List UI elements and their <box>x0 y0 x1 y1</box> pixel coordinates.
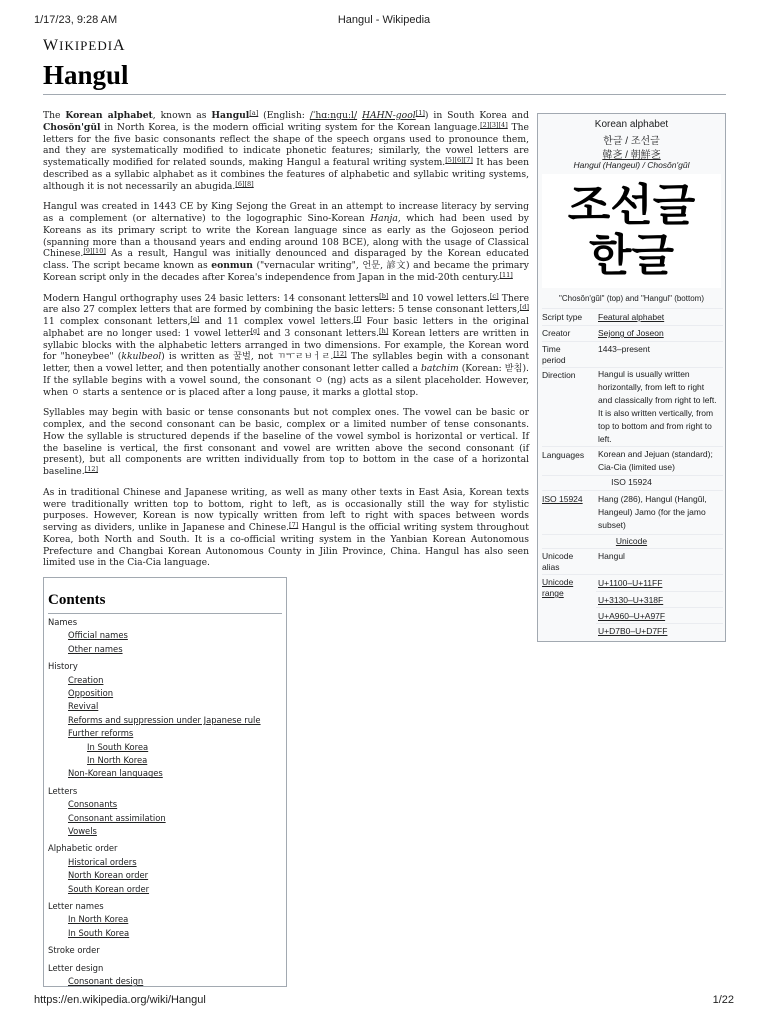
table-of-contents <box>43 577 287 987</box>
infobox-value-time-period: 1443–present <box>598 344 650 354</box>
print-url: https://en.wikipedia.org/wiki/Hangul <box>34 994 206 1006</box>
footnote-ref[interactable]: [2][3][4] <box>480 120 508 129</box>
infobox-divider <box>542 446 723 447</box>
infobox-subtitle: Hangul (Hangeul) / Chosŏn'gŭl <box>573 160 690 170</box>
infobox-value-unicode-range-3[interactable]: U+A960–U+A97F <box>598 611 666 621</box>
wikipedia-wordmark[interactable] <box>43 37 126 55</box>
toc-item[interactable]: South Korean order <box>68 883 150 894</box>
toc-item[interactable]: Consonant assimilation <box>68 812 166 823</box>
infobox-value-script-type[interactable]: Featural alphabet <box>598 312 665 322</box>
toc-item[interactable]: Consonants <box>68 799 118 810</box>
text: Syllables may begin with basic or tense consonants but not complex ones. The vowel can be basic or complex, and the second consonant can be basic, complex or a limited number of tense consonants. How the syllable is structured depends if the baseline of the vowel symbol is horizontal or vertical. If the baseline is vertical, the first consonant and vowel are written above the second consonant (if present), but all components are written individually from top to bottom in the case of a horizontal baseline. <box>43 407 529 477</box>
text: As a result, Hangul was initially denounced and disparaged by the Korean educated class. The script became known as <box>43 248 529 271</box>
italic-term: Hanja <box>370 213 398 224</box>
text: ("vernacular writing", 언문, 諺文) and became the primary Korean script only in the decades after Korea's independence from Japan in the mid-20th century. <box>43 260 529 283</box>
italic-term: kkulbeol <box>121 351 162 363</box>
footnote-ref[interactable]: [c] <box>489 291 499 300</box>
paragraph-history <box>43 201 529 283</box>
text: and 11 complex vowel letters. <box>199 316 354 327</box>
infobox-value-unicode-alias: Hangul <box>598 551 625 561</box>
print-page-title: Hangul - Wikipedia <box>337 14 431 26</box>
text: The letters for the five basic consonants reflect the shape of the speech organs used to pronounce them, and they are systematically modified to indicate phonetic features; similarly, the vowel letters are systematically modified for related sounds, making Hangul a featural writing system. <box>43 121 529 168</box>
footnote-ref[interactable]: [7] <box>289 521 299 529</box>
toc-item[interactable]: Official names <box>68 630 128 641</box>
text: The syllables begin with a consonant letter, then a vowel letter, and then potentially another consonant letter called a <box>43 351 530 374</box>
pronunciation-link[interactable]: HAHN-gool <box>362 110 416 121</box>
print-datetime: 1/17/23, 9:28 AM <box>34 14 118 26</box>
footnote-ref[interactable]: [h] <box>379 326 389 335</box>
infobox-caption: "Chosŏn'gŭl" (top) and "Hangul" (bottom) <box>559 294 704 303</box>
text: ) in South Korea and <box>424 110 529 121</box>
infobox-label-creator: Creator <box>542 328 571 338</box>
infobox-value-unicode-range-4[interactable]: U+D7B0–U+D7FF <box>598 626 668 636</box>
toc-item[interactable]: Letters <box>48 785 78 796</box>
footnote-ref[interactable]: [f] <box>353 315 362 323</box>
infobox-value-creator[interactable]: Sejong of Joseon <box>598 328 664 338</box>
toc-item[interactable]: Non-Korean languages <box>68 768 163 779</box>
infobox-title: Korean alphabet <box>594 119 669 130</box>
infobox-label-iso[interactable]: ISO 15924 <box>542 494 583 504</box>
toc-item[interactable]: In North Korea <box>87 755 148 765</box>
image-text-choson-gul: 조선글 <box>567 180 696 231</box>
bold-term: Korean alphabet <box>65 110 153 121</box>
infobox-native-name: 한글 / 조선글 <box>603 136 660 147</box>
infobox-header-unicode[interactable]: Unicode <box>615 536 648 546</box>
infobox-hanja[interactable]: 韓㐎 / 朝鮮㐎 <box>602 150 661 161</box>
infobox-divider <box>542 534 723 535</box>
infobox-label-script-type: Script type <box>542 312 583 322</box>
text: (English: <box>258 110 310 121</box>
text: , known as <box>152 110 212 121</box>
infobox-divider <box>542 341 723 342</box>
toc-divider <box>48 613 282 614</box>
infobox-value-direction: Hangul is usually written horizontally, from left to right and classically from right to left. It is also written vertically, from top to bottom and from right to left. <box>598 369 717 444</box>
infobox-label-languages: Languages <box>542 450 585 460</box>
infobox-divider <box>542 490 723 491</box>
infobox-divider <box>596 591 723 592</box>
footnote-ref[interactable]: [6][8] <box>235 179 254 188</box>
footnote-ref[interactable]: [g] <box>250 326 260 335</box>
infobox-divider <box>542 325 723 326</box>
toc-item[interactable]: In South Korea <box>68 927 130 938</box>
toc-item[interactable]: Vowels <box>68 826 97 836</box>
toc-title: Contents <box>48 592 106 608</box>
infobox-divider <box>596 607 723 608</box>
infobox-value-iso: Hang (286), Hangul (Hangŭl, Hangeul) Jamo (for the jamo subset) <box>598 494 707 530</box>
toc-item[interactable]: Stroke order <box>48 945 100 956</box>
infobox-divider <box>542 548 723 549</box>
wordmark-last: A <box>113 37 126 54</box>
text: Hangul is the official writing system throughout Korea, both North and South. It is a co-official writing system in the Yanbian Korean Autonomous Prefecture and Changbai Korean Autonomous County in Jilin Province, China. Hangul has also seen limited use in the Cia-Cia language. <box>43 522 529 569</box>
text: Four basic letters in the original alphabet are no longer used: 1 vowel letter <box>43 316 529 339</box>
infobox-label-direction: Direction <box>542 370 576 380</box>
bold-term: eonmun <box>211 260 253 271</box>
text: (Korean: 받침). If the syllable begins with a vowel sound, the consonant ㅇ (ng) acts as a silent placeholder. However, when ㅇ starts a sentence or is placed after a long pause, it marks a glottal stop. <box>43 363 529 398</box>
text: Hangul was created in 1443 CE by King Sejong the Great in an attempt to increase literacy by serving as a complement (or alternative) to the logographic Sino-Korean <box>43 201 529 224</box>
footnote-ref[interactable]: [a] <box>249 109 259 117</box>
footnote-ref[interactable]: [d] <box>519 303 529 312</box>
toc-item[interactable]: Reforms and suppression under Japanese rule <box>68 714 261 725</box>
paragraph-direction <box>43 487 529 569</box>
infobox-label-unicode-alias: Unicode alias <box>542 551 574 572</box>
italic-term: batchim <box>420 363 459 374</box>
toc-item[interactable]: Historical orders <box>68 856 137 867</box>
footnote-ref[interactable]: [12] <box>333 350 347 359</box>
infobox-header-iso: ISO 15924 <box>611 477 652 487</box>
toc-item[interactable]: Consonant design <box>68 976 144 986</box>
toc-item[interactable]: History <box>48 661 78 672</box>
image-text-hangul: 한글 <box>588 230 674 281</box>
footnote-ref[interactable]: [9][10] <box>83 247 106 256</box>
text: There are also 27 complex letters that are formed by combining the basic letters: 5 tense consonant letters, <box>43 292 530 316</box>
text: It has been described as a syllabic alphabet as it combines the features of alphabetic and syllabic writing systems, although it is not necessarily an abugida. <box>43 157 529 192</box>
footnote-ref[interactable]: [11] <box>499 270 513 279</box>
toc-item[interactable]: Creation <box>68 674 104 685</box>
infobox-divider <box>596 623 723 624</box>
toc-item[interactable]: Names <box>48 617 78 627</box>
toc-item[interactable]: In South Korea <box>87 741 149 752</box>
page-title: Hangul <box>43 60 129 90</box>
text: As in traditional Chinese and Japanese writing, as well as many other texts in East Asia, Korean texts were traditionally written top to bottom, right to left, as is occasionally still the way for stylistic purposes. However, Korean is now typically written from left to right with spaces between words serving as dividers, unlike in Japanese and Chinese. <box>43 486 529 533</box>
toc-item[interactable]: Opposition <box>68 688 114 698</box>
article-body <box>43 110 529 578</box>
infobox-divider <box>542 574 723 575</box>
footnote-ref[interactable]: [1] <box>415 109 425 117</box>
wordmark-first: W <box>43 37 60 54</box>
text: , which had been used by Koreans as its primary script to write the Korean language since as early as the Gojoseon period (spanning more than a thousand years and ending around 108 BCE), along with the usage of Classical Chinese. <box>43 213 529 260</box>
infobox-label-time-period: Time period <box>542 344 566 365</box>
footnote-ref[interactable]: [e] <box>190 315 200 323</box>
toc-item[interactable]: Letter design <box>48 962 104 973</box>
infobox-value-unicode-range-2[interactable]: U+3130–U+318F <box>598 595 664 605</box>
infobox-image[interactable] <box>542 174 721 288</box>
toc-item[interactable]: Other names <box>68 643 123 654</box>
bold-term: Chosŏn'gŭl <box>43 121 101 133</box>
text: ) is written as 꿀벌, not ㄲㅜㄹㅂㅓㄹ. <box>161 351 334 363</box>
heading-divider <box>43 94 726 95</box>
text: in North Korea, is the modern official writing system for the Korean language. <box>100 121 481 133</box>
toc-item[interactable]: Revival <box>68 701 99 712</box>
text: and 3 consonant letters. <box>259 327 380 339</box>
wordmark-rest: IKIPEDI <box>59 38 114 53</box>
infobox-divider <box>542 475 723 476</box>
text: Korean letters are written in syllabic blocks with the alphabetic letters arranged in two dimensions. For example, the Korean word for "honeybee" ( <box>43 327 529 363</box>
toc-item[interactable]: Further reforms <box>68 728 134 739</box>
infobox-value-unicode-range-1[interactable]: U+1100–U+11FF <box>598 578 663 588</box>
paragraph-orthography <box>43 293 529 399</box>
text: and 10 vowel letters. <box>388 292 490 304</box>
footnote-ref[interactable]: [12] <box>84 465 99 473</box>
paragraph-intro <box>43 110 529 192</box>
toc-item[interactable]: Alphabetic order <box>48 843 118 854</box>
infobox-divider <box>542 308 723 309</box>
infobox-value-languages[interactable]: Korean and Jejuan (standard); Cia-Cia (limited use) <box>598 449 713 472</box>
toc-item[interactable]: North Korean order <box>68 870 149 881</box>
footnote-ref[interactable]: [5][6][7] <box>445 156 473 164</box>
text: Modern Hangul orthography uses 24 basic letters: 14 consonant letters <box>43 292 380 304</box>
footnote-ref[interactable]: [b] <box>379 291 389 300</box>
ipa-link[interactable]: /ˈhɑːnɡuːl/ <box>309 110 358 121</box>
print-page-number: 1/22 <box>712 994 734 1006</box>
text: The <box>43 110 66 121</box>
bold-term: Hangul <box>211 110 250 121</box>
toc-item[interactable]: In North Korea <box>68 914 129 925</box>
text: 11 complex consonant letters, <box>43 316 191 327</box>
paragraph-syllables <box>43 407 529 478</box>
infobox <box>537 113 726 642</box>
toc-item[interactable]: Letter names <box>48 901 104 911</box>
infobox-label-unicode-range[interactable]: Unicode range <box>542 577 574 598</box>
